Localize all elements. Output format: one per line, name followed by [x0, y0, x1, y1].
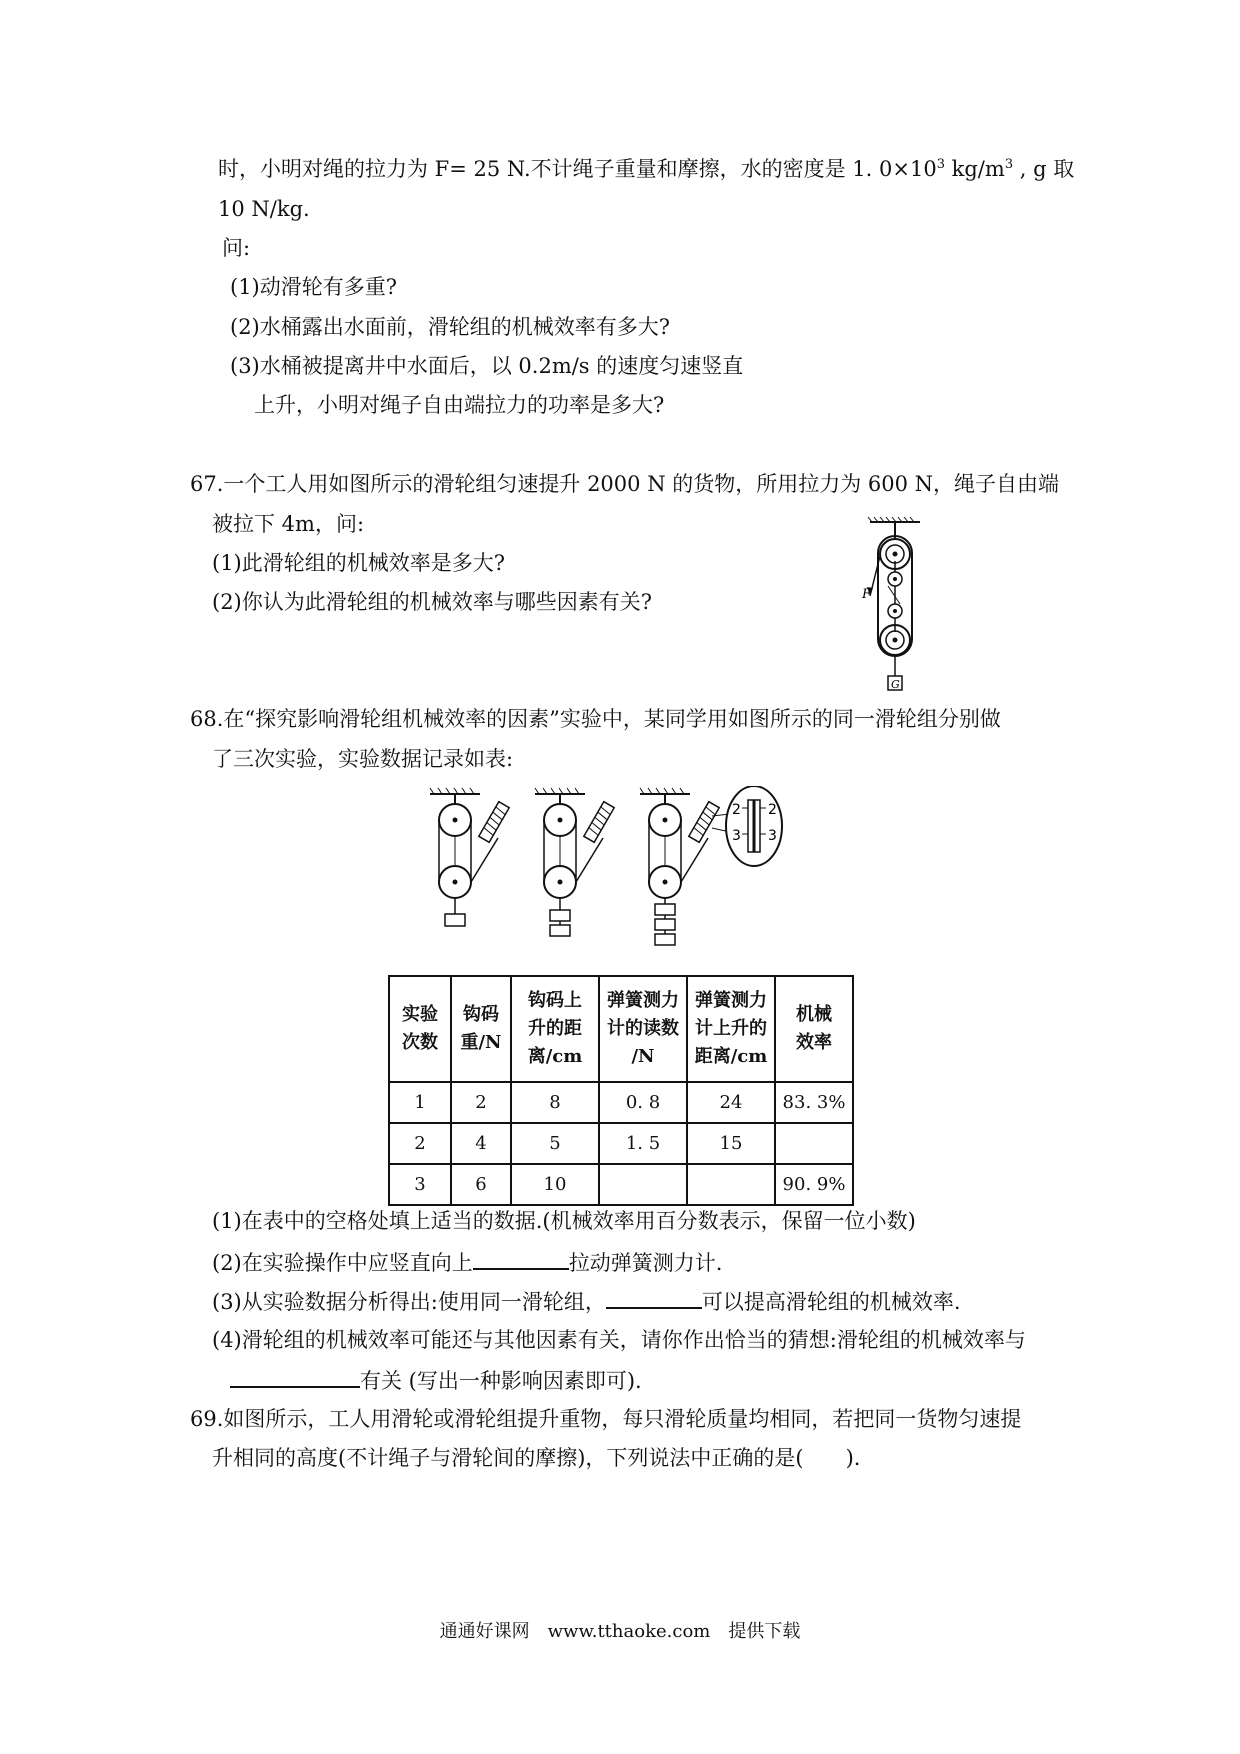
header-weight: 钩码 重/N	[451, 976, 511, 1082]
q66-ask: 问:	[222, 236, 251, 260]
table-cell: 4	[451, 1123, 511, 1164]
table-cell: 2	[389, 1123, 451, 1164]
header-efficiency: 机械 效率	[775, 976, 853, 1082]
q66-sub-2: (2)水桶露出水面前，滑轮组的机械效率有多大?	[230, 315, 671, 339]
q68-setup-2	[535, 788, 614, 936]
q68-sub-4: (4)滑轮组的机械效率可能还与其他因素有关，请你作出恰当的猜想:滑轮组的机械效率与	[212, 1328, 1026, 1352]
q69-line-2: 升相同的高度(不计绳子与滑轮间的摩擦)，下列说法中正确的是( ).	[212, 1446, 861, 1470]
q67-sub-2: (2)你认为此滑轮组的机械效率与哪些因素有关?	[212, 590, 653, 614]
q67-sub-1: (1)此滑轮组的机械效率是多大?	[212, 551, 506, 575]
q66-sub-1: (1)动滑轮有多重?	[230, 275, 398, 299]
table-cell: 90. 9%	[775, 1164, 853, 1205]
scale-label-right-3: 3	[768, 828, 777, 844]
q66-line-1: 时，小明对绳的拉力为 F= 25 N.不计绳子重量和摩擦，水的密度是 1. $0\times 10^3$ $kg/m^3$ , g 取	[218, 157, 1075, 181]
table-cell: 1. 5	[599, 1123, 687, 1164]
header-pull-distance: 弹簧测力 计上升的 距离/cm	[687, 976, 775, 1082]
q68-line-1: 68.在“探究影响滑轮组机械效率的因素”实验中，某同学用如图所示的同一滑轮组分别做	[190, 707, 1001, 731]
table-cell: 1	[389, 1082, 451, 1123]
q67-force-label: F	[862, 587, 872, 602]
header-trial: 实验 次数	[389, 976, 451, 1082]
q68-line-2: 了三次实验，实验数据记录如表:	[212, 747, 514, 771]
header-reading: 弹簧测力 计的读数 /N	[599, 976, 687, 1082]
q68-setup-1	[430, 788, 509, 926]
q67-pulley-figure	[840, 516, 930, 692]
table-cell: 24	[687, 1082, 775, 1123]
table-cell: 5	[511, 1123, 599, 1164]
header-lift-distance: 钩码上 升的距 离/cm	[511, 976, 599, 1082]
table-row	[389, 1082, 853, 1123]
table-row	[389, 1123, 853, 1164]
table-cell	[687, 1164, 775, 1205]
q68-sub-1: (1)在表中的空格处填上适当的数据.(机械效率用百分数表示，保留一位小数)	[212, 1209, 916, 1233]
table-cell: 83. 3%	[775, 1082, 853, 1123]
q68-setup-3	[640, 786, 782, 945]
q68-sub-3: (3)从实验数据分析得出:使用同一滑轮组， 可以提高滑轮组的机械效率.	[212, 1285, 961, 1317]
table-cell: 2	[451, 1082, 511, 1123]
q68-sub-4b: 有关 (写出一种影响因素即可).	[230, 1364, 642, 1396]
table-cell: 10	[511, 1164, 599, 1205]
table-cell	[599, 1164, 687, 1205]
q68-data-table	[388, 975, 854, 1206]
q67-weight-label: G	[891, 678, 900, 691]
q68-sub-2: (2)在实验操作中应竖直向上 拉动弹簧测力计.	[212, 1246, 722, 1278]
table-cell: 15	[687, 1123, 775, 1164]
answer-blank-3[interactable]	[230, 1364, 360, 1388]
table-header-row	[389, 976, 853, 1082]
answer-blank-1[interactable]	[473, 1246, 569, 1270]
q66-sub-3a: (3)水桶被提离井中水面后，以 0.2m/s 的速度匀速竖直	[230, 354, 744, 378]
scale-label-left-3: 3	[732, 828, 741, 844]
table-row	[389, 1164, 853, 1205]
q66-sub-3b: 上升，小明对绳子自由端拉力的功率是多大?	[254, 393, 665, 417]
table-cell: 8	[511, 1082, 599, 1123]
scale-label-left-2: 2	[732, 802, 741, 818]
q66-line-2: 10 N/kg.	[218, 197, 310, 221]
q67-line-1: 67.一个工人用如图所示的滑轮组匀速提升 2000 N 的货物，所用拉力为 600 N，绳子自由端	[190, 472, 1060, 496]
table-cell: 6	[451, 1164, 511, 1205]
table-cell: 0. 8	[599, 1082, 687, 1123]
table-cell: 3	[389, 1164, 451, 1205]
answer-blank-2[interactable]	[606, 1285, 702, 1309]
page-footer: 通通好课网 www.tthaoke.com 提供下载	[439, 1621, 801, 1642]
scale-label-right-2: 2	[768, 802, 777, 818]
q68-pulley-figure	[420, 786, 820, 962]
q69-line-1: 69.如图所示，工人用滑轮或滑轮组提升重物，每只滑轮质量均相同，若把同一货物匀速提	[190, 1407, 1022, 1431]
table-cell	[775, 1123, 853, 1164]
q67-line-2: 被拉下 4m，问:	[212, 512, 365, 536]
